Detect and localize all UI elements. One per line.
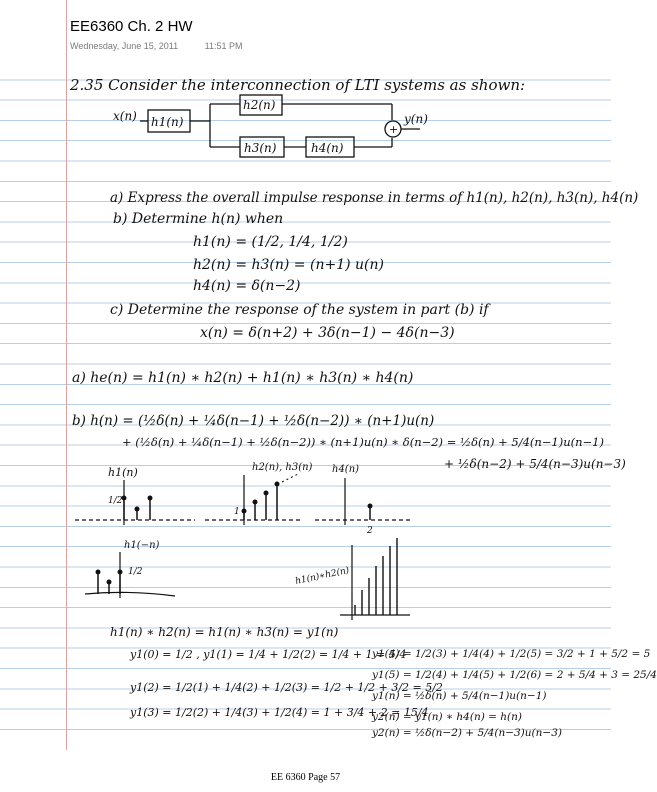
calc-left-line3: y1(2) = 1/2(1) + 1/4(2) + 1/2(3) = 1/2 + 1/2 + 3/2 = 5/2 xyxy=(130,681,443,694)
plot-h4 xyxy=(315,464,410,536)
plot-h4-tick-two: 2 xyxy=(367,526,373,536)
plot-h2-h3-label: h2(n), h3(n) xyxy=(252,462,313,473)
calc-right-line1: y1(4) = 1/2(3) + 1/4(4) + 1/2(5) = 3/2 + 1 + 5/2 = 5 xyxy=(372,648,651,660)
solution-a: a) he(n) = h1(n) ∗ h2(n) + h1(n) ∗ h3(n) ∗ h4(n) xyxy=(72,370,414,386)
h2-h3-definition: h2(n) = h3(n) = (n+1) u(n) xyxy=(193,257,384,273)
plot-h1-point-2 xyxy=(148,496,153,501)
calc-right-line4: y2(n) = y1(n) ∗ h4(n) = h(n) xyxy=(372,711,523,723)
plot-h2-h3-point-0 xyxy=(242,509,247,514)
h1-label: h1(n) xyxy=(151,115,184,129)
plot-h1-reversed-tick-half: 1/2 xyxy=(128,567,143,577)
solution-b-line3: + ½δ(n−2) + 5/4(n−3)u(n−3) xyxy=(444,457,626,471)
solution-b-line2: + (½δ(n) + ¼δ(n−1) + ½δ(n−2)) ∗ (n+1)u(n) ∗ δ(n−2) = ½δ(n) + 5/4(n−1)u(n−1) xyxy=(122,435,604,449)
plot-h2-h3-tick-one: 1 xyxy=(234,507,240,517)
calc-right-line5: y2(n) = ½δ(n−2) + 5/4(n−3)u(n−3) xyxy=(372,727,562,739)
calc-right-line3: y1(n) = ½δ(n) + 5/4(n−1)u(n−1) xyxy=(372,690,547,702)
calc-right-line2: y1(5) = 1/2(4) + 1/4(5) + 1/2(6) = 2 + 5/4 + 3 = 25/4 xyxy=(372,669,657,681)
plot-h1-reversed-point-m1 xyxy=(107,580,112,585)
part-c-text: c) Determine the response of the system in part (b) if xyxy=(110,302,489,318)
plot-h2-h3-continuation xyxy=(282,474,298,482)
h3-label: h3(n) xyxy=(244,141,277,155)
plot-h1-label: h1(n) xyxy=(108,466,138,479)
calc-left-line1: h1(n) ∗ h2(n) = h1(n) ∗ h3(n) = y1(n) xyxy=(110,625,339,639)
plot-h1-point-1 xyxy=(135,507,140,512)
plot-h4-point-2 xyxy=(368,504,373,509)
plot-h1-reversed-point-m2 xyxy=(96,570,101,575)
plot-h1-reversed-point-0 xyxy=(118,570,123,575)
plot-h1-reversed-label: h1(−n) xyxy=(124,540,160,551)
output-label: y(n) xyxy=(404,112,428,126)
part-a-text: a) Express the overall impulse response in terms of h1(n), h2(n), h3(n), h4(n) xyxy=(110,190,639,206)
plot-h2-h3 xyxy=(205,462,313,525)
solution-b-line1: b) h(n) = (½δ(n) + ¼δ(n−1) + ½δ(n−2)) ∗ (n+1)u(n) xyxy=(72,413,435,429)
page-title: EE6360 Ch. 2 HW xyxy=(70,18,193,35)
input-label: x(n) xyxy=(113,109,137,123)
plot-h1-reversed xyxy=(85,540,175,598)
plot-h1 xyxy=(75,466,195,525)
h1-definition: h1(n) = (1/2, 1/4, 1/2) xyxy=(193,234,348,250)
part-b-text: b) Determine h(n) when xyxy=(113,211,284,227)
plot-convolution-label: h1(n)∗h2(n) xyxy=(294,565,351,587)
calc-left-line2: y1(0) = 1/2 , y1(1) = 1/4 + 1/2(2) = 1/4 + 1 = 5/4 xyxy=(130,648,407,661)
plot-convolution xyxy=(294,538,410,620)
page-date: Wednesday, June 15, 2011 xyxy=(70,41,179,51)
h2-label: h2(n) xyxy=(243,98,276,112)
page-footer: EE 6360 Page 57 xyxy=(270,772,341,783)
h4-label: h4(n) xyxy=(311,141,344,155)
calc-left-line4: y1(3) = 1/2(2) + 1/4(3) + 1/2(4) = 1 + 3/4 + 2 = 15/4 xyxy=(130,706,429,719)
x-definition: x(n) = δ(n+2) + 3δ(n−1) − 4δ(n−3) xyxy=(200,325,455,341)
summer-plus: + xyxy=(389,123,399,136)
plot-h4-label: h4(n) xyxy=(332,464,360,475)
plot-h1-tick-half: 1/2 xyxy=(108,496,123,506)
page-time: 11:51 PM xyxy=(204,41,243,51)
h4-definition: h4(n) = δ(n−2) xyxy=(193,278,301,294)
plot-h2-h3-point-2 xyxy=(264,491,269,496)
plot-h2-h3-point-3 xyxy=(275,482,280,487)
plot-h2-h3-point-1 xyxy=(253,500,258,505)
problem-statement: 2.35 Consider the interconnection of LTI systems as shown: xyxy=(70,76,526,94)
